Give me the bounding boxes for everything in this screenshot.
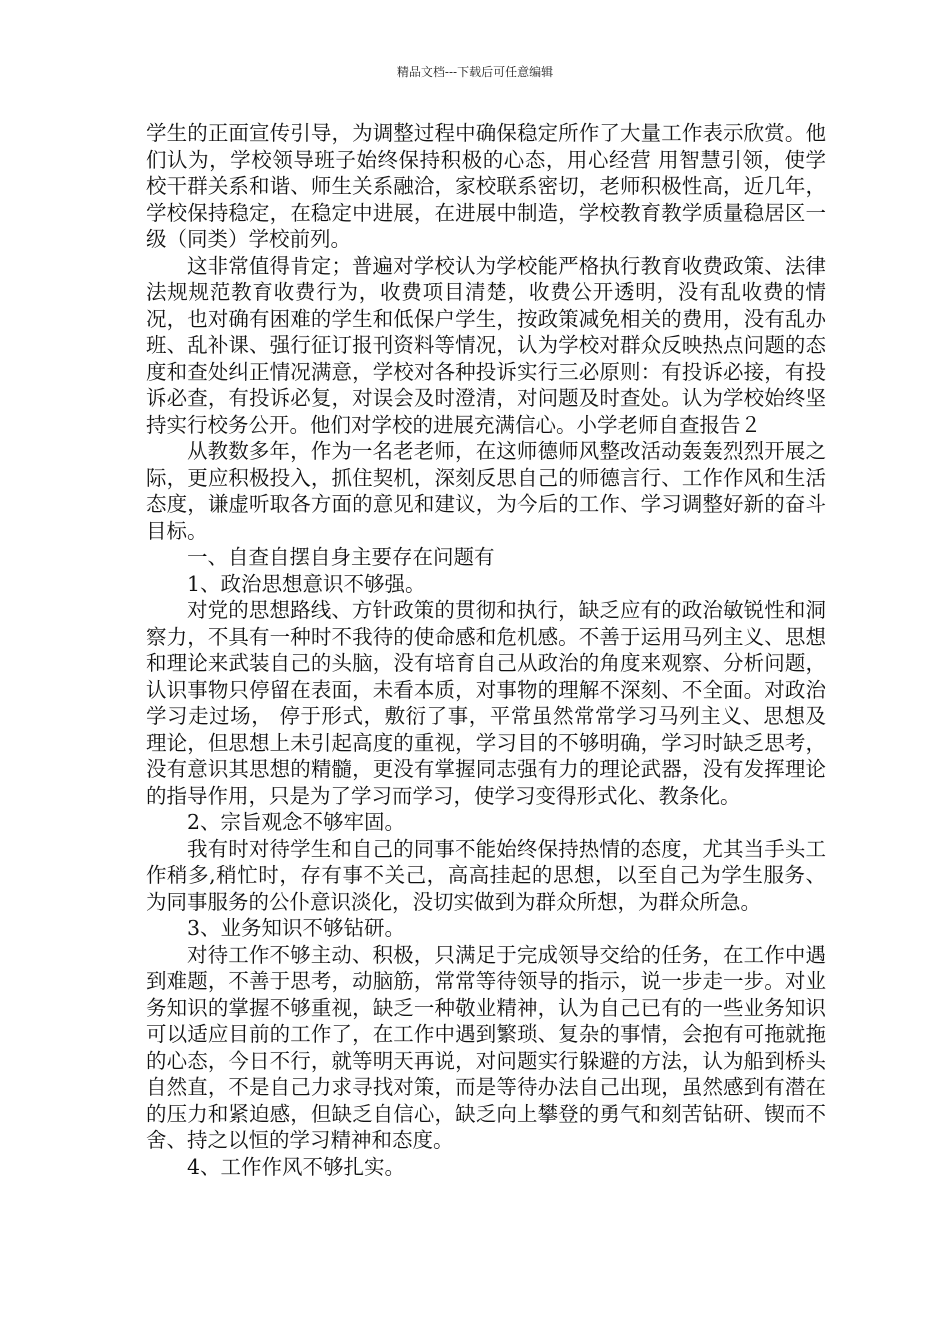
paragraph: 对待工作不够主动、积极，只满足于完成领导交给的任务，在工作中遇到难题，不善于思考，动脑筋，常常等待领导的指示，说一步走一步。对业务知识的掌握不够重视，缺乏一种敬业精神，认为自己已有的一些业务知识可以适应目前的工作了，在工作中遇到繁琐、复杂的事情，会抱有可拖就拖的心态，今日不行，就等明天再说，对问题实行躲避的方法，认为船到桥头自然直，不是自己力求寻找对策，而是等待办法自己出现，虽然感到有潜在的压力和紧迫感，但缺乏自信心，缺乏向上攀登的勇气和刻苦钻研、锲而不舍、持之以恒的学习精神和态度。 xyxy=(146,942,826,1152)
paragraph: 我有时对待学生和自己的同事不能始终保持热情的态度，尤其当手头工作稍多,稍忙时，存有事不关己，高高挂起的思想，以至自己为学生服务、为同事服务的公仆意识淡化，没切实做到为群众所想，为群众所急。 xyxy=(146,836,826,914)
paragraph: 这非常值得肯定；普遍对学校认为学校能严格执行教育收费政策、法律法规规范教育收费行为，收费项目清楚，收费公开透明，没有乱收费的情况，也对确有困难的学生和低保户学生，按政策减免相关的费用，没有乱办班、乱补课、强行征订报刊资料等情况，认为学校对群众反映热点问题的态度和查处纠正情况满意，学校对各种投诉实行三必原则：有投诉必接，有投诉必查，有投诉必复，对误会及时澄清，对问题及时查处。认为学校始终坚持实行校务公开。他们对学校的进展充满信心。小学老师自查报告２ xyxy=(146,253,826,437)
paragraph: 学生的正面宣传引导，为调整过程中确保稳定所作了大量工作表示欣赏。他们认为，学校领导班子始终保持积极的心态，用心经营 用智慧引领，使学校干群关系和谐、师生关系融洽，家校联系密切，老师积极性高，近几年，学校保持稳定，在稳定中进展，在进展中制造，学校教育教学质量稳居区一级（同类）学校前列。 xyxy=(146,121,826,251)
subsection-heading: 2、宗旨观念不够牢固。 xyxy=(187,810,406,834)
paragraph: 从教数多年，作为一名老老师，在这师德师风整改活动轰轰烈烈开展之际，更应积极投入，抓住契机，深刻反思自己的师德言行、工作作风和生活态度，谦虚听取各方面的意见和建议，为今后的工作、学习调整好新的奋斗目标。 xyxy=(146,439,826,543)
document-body xyxy=(146,120,826,1180)
paragraph: 对党的思想路线、方针政策的贯彻和执行，缺乏应有的政治敏锐性和洞察力，不具有一种时不我待的使命感和危机感。不善于运用马列主义、思想和理论来武装自己的头脑，没有培育自己从政治的角度来观察、分析问题，认识事物只停留在表面，未看本质，对事物的理解不深刻、不全面。对政治学习走过场， 停于形式，敷衍了事，平常虽然常常学习马列主义、思想及理论，但思想上未引起高度的重视，学习目的不够明确，学习时缺乏思考，没有意识其思想的精髓，更没有掌握同志强有力的理论武器，没有发挥理论的指导作用，只是为了学习而学习，使学习变得形式化、教条化。 xyxy=(146,598,826,808)
subsection-heading: 1、政治思想意识不够强。 xyxy=(187,571,426,596)
page-header: 精品文档---下载后可任意编辑 xyxy=(396,65,554,79)
subsection-heading: 3、业务知识不够钻研。 xyxy=(187,916,406,940)
section-heading: 一、自查自摆自身主要存在问题有 xyxy=(187,545,495,569)
subsection-heading: 4、工作作风不够扎实。 xyxy=(187,1154,406,1179)
